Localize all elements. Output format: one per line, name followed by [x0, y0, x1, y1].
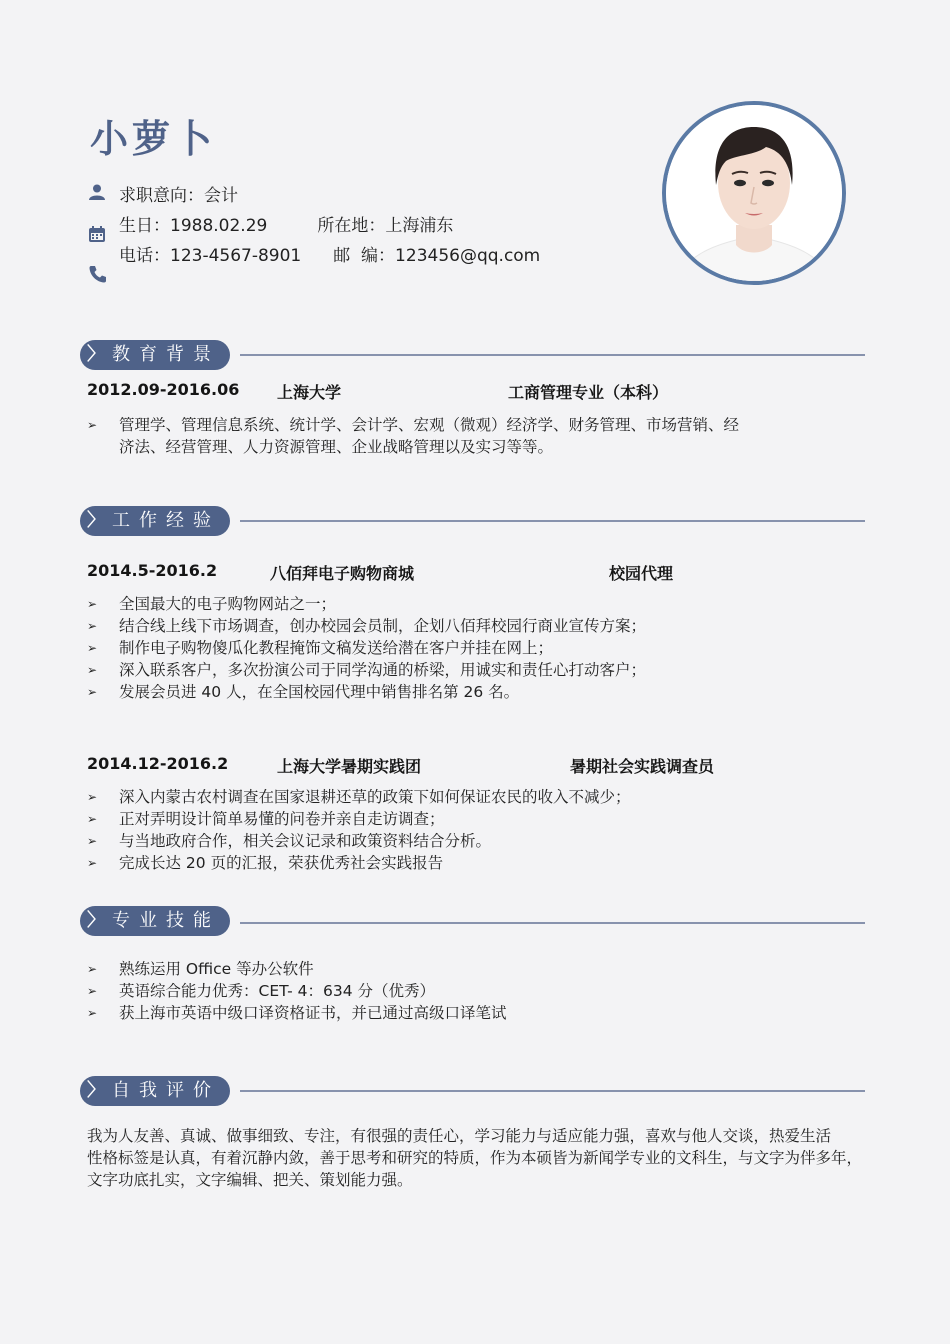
- job1-bullets: [87, 593, 646, 703]
- list-item: ➢ 获上海市英语中级口译资格证书，并已通过高级口译笔试: [87, 1004, 507, 1022]
- section-divider: [240, 1090, 865, 1092]
- postal-email: 邮 编：123456@qq.com: [333, 246, 541, 266]
- list-item: ➢ 结合线上线下市场调查，创办校园会员制，企划八佰拜校园行商业宣传方案；: [87, 617, 647, 635]
- list-item: ➢ 深入内蒙古农村调查在国家退耕还草的政策下如何保证农民的收入不减少；: [87, 788, 631, 806]
- job1-period: 2014.5-2016.2: [87, 561, 218, 580]
- education-major: 工商管理专业（本科）: [508, 383, 669, 402]
- location: 所在地：上海浦东: [317, 216, 454, 236]
- list-item: ➢ 深入联系客户，多次扮演公司于同学沟通的桥梁，用诚实和责任心打动客户；: [87, 661, 647, 679]
- person-icon: [88, 183, 106, 201]
- candidate-name: 小萝卜: [90, 117, 217, 161]
- list-item: ➢ 完成长达 20 页的汇报，荣获优秀社会实践报告: [87, 854, 444, 872]
- list-item: ➢ 与当地政府合作，相关会议记录和政策资料结合分析。: [87, 832, 492, 850]
- list-item: ➢ 熟练运用 Office 等办公软件: [87, 960, 314, 978]
- section-title-education: 教育背景: [112, 344, 220, 365]
- phone-icon: [88, 264, 108, 284]
- self-eval-text: [87, 1125, 862, 1191]
- chevron-right-icon: 〉: [87, 510, 105, 531]
- section-tab-skills: [80, 906, 230, 936]
- job-intent: 求职意向：会计: [119, 186, 238, 206]
- job1-company: 八佰拜电子购物商城: [270, 564, 415, 583]
- section-title-skills: 专业技能: [112, 910, 220, 931]
- section-title-self-eval: 自我评价: [112, 1080, 220, 1101]
- self-eval-line: 我为人友善、真诚、做事细致、专注，有很强的责任心，学习能力与适应能力强，喜欢与他人交谈，热爱生活: [87, 1127, 832, 1145]
- chevron-right-icon: 〉: [87, 1080, 105, 1101]
- birth-date: 生日：1988.02.29: [119, 216, 268, 236]
- list-item: 济法、经营管理、人力资源管理、企业战略管理以及实习等等。: [119, 438, 554, 456]
- job2-role: 暑期社会实践调查员: [570, 757, 715, 776]
- birth-location-row: [119, 211, 453, 236]
- self-eval-line: 文字功底扎实，文字编辑、把关、策划能力强。: [87, 1171, 413, 1189]
- phone-number: 电话：123-4567-8901: [119, 246, 302, 266]
- education-school: 上海大学: [277, 383, 342, 402]
- section-divider: [240, 354, 865, 356]
- section-tab-work: [80, 506, 230, 536]
- contact-row: [119, 241, 540, 266]
- education-period: 2012.09-2016.06: [87, 380, 240, 399]
- chevron-right-icon: 〉: [87, 910, 105, 931]
- section-divider: [240, 520, 865, 522]
- chevron-right-icon: 〉: [87, 344, 105, 365]
- profile-photo: [662, 101, 846, 285]
- self-eval-line: 性格标签是认真，有着沉静内敛，善于思考和研究的特质，作为本硕皆为新闻学专业的文科生，与文字为伴多年，: [87, 1149, 863, 1167]
- calendar-icon: [88, 225, 106, 243]
- education-bullets: [87, 414, 739, 458]
- skills-bullets: [87, 958, 507, 1024]
- job2-company: 上海大学暑期实践团: [277, 757, 422, 776]
- job2-bullets: [87, 786, 631, 874]
- section-tab-education: [80, 340, 230, 370]
- list-item: ➢ 英语综合能力优秀：CET- 4：634 分（优秀）: [87, 982, 436, 1000]
- section-tab-self-eval: [80, 1076, 230, 1106]
- section-title-work: 工作经验: [112, 510, 220, 531]
- list-item: ➢ 制作电子购物傻瓜化教程掩饰文稿发送给潜在客户并挂在网上；: [87, 639, 554, 657]
- list-item: ➢ 全国最大的电子购物网站之一；: [87, 595, 337, 613]
- list-item: ➢ 正对弄明设计简单易懂的问卷并亲自走访调查；: [87, 810, 445, 828]
- job1-role: 校园代理: [609, 564, 674, 583]
- list-item: ➢ 发展会员进 40 人，在全国校园代理中销售排名第 26 名。: [87, 683, 520, 701]
- list-item: ➢ 管理学、管理信息系统、统计学、会计学、宏观（微观）经济学、财务管理、市场营销、经: [87, 416, 740, 434]
- job2-period: 2014.12-2016.2: [87, 754, 229, 773]
- section-divider: [240, 922, 865, 924]
